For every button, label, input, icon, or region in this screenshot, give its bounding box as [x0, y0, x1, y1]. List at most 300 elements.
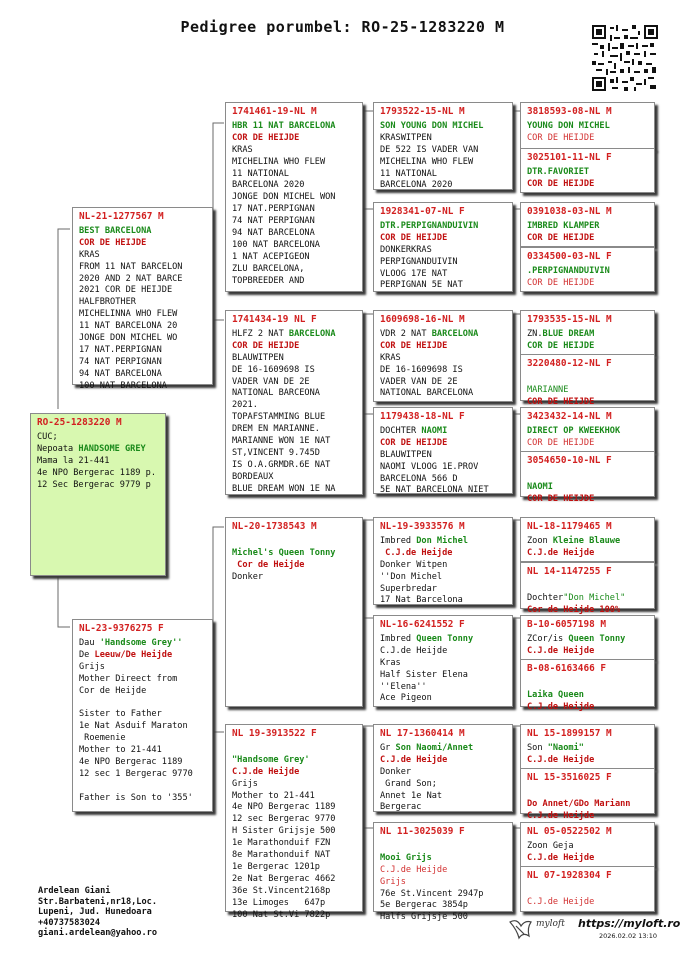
pedigree-note-text: 1 NAT ACEPIGEON	[232, 251, 310, 262]
pedigree-note-line	[380, 802, 509, 814]
ring-number: 1179438-18-NL F	[380, 411, 465, 422]
pedigree-note-line	[380, 889, 509, 901]
pedigree-note-text: ST,VINCENT 9.745D	[232, 447, 320, 458]
pedigree-note-text: COR DE HEIJDE	[527, 277, 595, 288]
pedigree-note-text: Son Naomi/Annet	[395, 742, 474, 753]
pedigree-note-text: TOPBREEDER AND	[232, 275, 305, 286]
pedigree-note-text: Cor de Heijde	[232, 559, 305, 570]
pedigree-note-text: ZCor/is	[527, 633, 569, 644]
ring-number: NL 14-1147255 F	[527, 566, 612, 577]
pedigree-note-text: 36e St.Vincent2168p	[232, 885, 331, 896]
pedigree-note-text: C.J.de Heijde	[380, 645, 448, 656]
pedigree-note-line	[380, 169, 509, 181]
pedigree-note-text: 5e Bergerac 3854p	[380, 900, 468, 911]
pedigree-note-line	[79, 333, 209, 345]
pedigree-note-text: Dochter	[527, 592, 564, 603]
pedigree-note-line	[37, 480, 162, 492]
pedigree-box-ds-dam[interactable]	[373, 615, 513, 707]
pedigree-note-text: Grijs	[79, 661, 105, 672]
pedigree-note-text: COR DE HEIJDE	[527, 437, 595, 448]
pedigree-note-text: JONGE DON MICHEL WO	[79, 333, 178, 344]
pedigree-note-text: "Don Michel"	[563, 592, 626, 603]
pedigree-note-text: Laika Queen	[527, 689, 584, 700]
pedigree-note-text: DE 522 IS VADER VAN	[380, 144, 479, 155]
pedigree-note-text: MICHELINA WHO FLEW	[380, 156, 474, 167]
pedigree-box-gen4-5[interactable]	[520, 310, 655, 355]
pedigree-box-sd-sire[interactable]	[373, 310, 513, 402]
pedigree-note-text: NAOMI	[527, 481, 553, 492]
pedigree-note-text: 17 Nat Barcelona	[380, 595, 463, 606]
pedigree-note-line	[380, 365, 509, 377]
pedigree-note-line	[232, 341, 359, 353]
pedigree-note-line	[527, 743, 651, 755]
pedigree-note-text: Kras	[380, 657, 401, 668]
pedigree-note-text: C.J.de Heijde	[380, 864, 448, 875]
pedigree-note-text: Mother to 21-441	[232, 790, 315, 801]
pedigree-note-line	[527, 634, 651, 646]
pedigree-note-text: 5E NAT BARCELONA NIET	[380, 485, 489, 496]
pedigree-note-text: C.J.de Heijde	[527, 896, 595, 907]
pedigree-note-line	[232, 548, 359, 560]
pedigree-note-text: SON YOUNG DON MICHEL	[380, 120, 484, 131]
pedigree-note-text: Grijs	[380, 876, 406, 887]
pedigree-note-text: 'Handsome Grey''	[99, 637, 183, 648]
ring-number: NL 17-1360414 M	[380, 728, 465, 739]
pedigree-note-text: Imbred	[380, 535, 417, 546]
pedigree-note-line	[79, 721, 209, 733]
pedigree-note-text: 8e Marathonduif NAT	[232, 850, 331, 861]
pedigree-note-line	[380, 269, 509, 281]
pedigree-note-line	[380, 743, 509, 755]
pedigree-note-line	[380, 180, 509, 192]
pedigree-note-line	[527, 885, 651, 897]
pedigree-note-line	[527, 373, 651, 385]
pedigree-note-line	[79, 733, 209, 745]
pedigree-note-line	[232, 910, 359, 922]
pedigree-note-text: DTR.FAVORIET	[527, 166, 590, 177]
pedigree-box-dam-sire[interactable]	[225, 517, 363, 707]
pedigree-note-line	[79, 297, 209, 309]
pedigree-note-text: NATIONAL BARCEONA	[232, 388, 320, 399]
pedigree-note-text: Imbred	[380, 633, 417, 644]
pedigree-box-gen4-4[interactable]	[520, 247, 655, 292]
pedigree-note-text: JONGE DON MICHEL WON	[232, 192, 336, 203]
pedigree-note-text: 100 NAT BARCELONA	[79, 380, 167, 391]
ring-number: NL-21-1277567 M	[79, 211, 164, 222]
pedigree-note-line	[527, 121, 651, 133]
pedigree-note-line	[79, 309, 209, 321]
pedigree-note-text: FROM 11 NAT BARCELON	[79, 261, 183, 272]
pedigree-note-line	[380, 462, 509, 474]
pedigree-box-dam[interactable]	[72, 619, 213, 812]
pedigree-box-dd-sire[interactable]	[373, 724, 513, 812]
pedigree-note-line	[380, 900, 509, 912]
pedigree-note-line	[232, 874, 359, 886]
pedigree-note-line	[232, 850, 359, 862]
pedigree-note-text: Bergerac	[380, 802, 422, 813]
pedigree-note-text: C.J.de Heijde	[380, 547, 453, 558]
pedigree-note-line	[232, 365, 359, 377]
pedigree-box-gen4-2[interactable]	[520, 148, 655, 193]
pedigree-note-text: 2020 AND 2 NAT BARCE	[79, 273, 183, 284]
pedigree-box-gen4-10[interactable]	[520, 562, 655, 615]
ring-number: 0391038-03-NL M	[527, 206, 612, 217]
pedigree-note-line	[232, 353, 359, 365]
pedigree-note-line	[79, 357, 209, 369]
pedigree-note-line	[380, 221, 509, 233]
pedigree-box-gen4-13[interactable]	[520, 724, 655, 769]
pedigree-note-line	[232, 791, 359, 803]
pedigree-note-line	[232, 802, 359, 814]
pedigree-note-text: DE 16-1609698 IS	[380, 364, 463, 375]
pedigree-note-text: KRAS	[79, 249, 100, 260]
ring-number: 3025101-11-NL F	[527, 152, 612, 163]
ring-number: 1609698-16-NL M	[380, 314, 465, 325]
pedigree-note-text: COR DE HEIJDE	[527, 493, 595, 504]
pedigree-note-text: 13e Limoges 647p	[232, 897, 326, 908]
ring-number: 0334500-03-NL F	[527, 251, 612, 262]
owner-address	[38, 886, 157, 939]
ring-number: 1793535-15-NL M	[527, 314, 612, 325]
owner-name: Ardelean Giani	[38, 886, 111, 896]
pedigree-note-line	[232, 228, 359, 240]
pedigree-note-text: C.J.de Heijde	[527, 810, 595, 821]
pedigree-note-line	[380, 877, 509, 889]
ring-number: 3423432-14-NL M	[527, 411, 612, 422]
pedigree-note-line	[380, 755, 509, 767]
pedigree-note-text: KRAS	[380, 352, 401, 363]
pedigree-note-text: 12 sec Bergerac 9770	[232, 814, 336, 825]
pedigree-note-line	[380, 646, 509, 658]
pedigree-note-line	[232, 192, 359, 204]
pedigree-note-text: 100 NAT BARCELONA	[232, 239, 320, 250]
pedigree-note-line	[380, 853, 509, 865]
pedigree-note-line	[232, 560, 359, 572]
pedigree-note-line	[380, 257, 509, 269]
pedigree-note-text: 1e Bergerac 1201p	[232, 861, 320, 872]
pedigree-note-text: Zoon Geja	[527, 840, 574, 851]
pedigree-box-gen4-15[interactable]	[520, 822, 655, 867]
pedigree-note-line	[37, 456, 162, 468]
pedigree-note-text: 12 Sec Bergerac 9779 p	[37, 479, 151, 490]
pedigree-note-text: Don Michel	[416, 535, 468, 546]
pedigree-note-line	[527, 593, 651, 605]
pedigree-note-text: BLAUWITPEN	[380, 449, 432, 460]
pedigree-note-text: Cor de Heijde	[79, 685, 147, 696]
pedigree-note-line	[79, 686, 209, 698]
ring-number: NL 15-3516025 F	[527, 772, 612, 783]
pedigree-note-line	[527, 482, 651, 494]
pedigree-note-line	[527, 341, 651, 353]
owner-street: Str.Barbateni,nr18,Loc.	[38, 896, 157, 907]
pedigree-note-text: DONKERKRAS	[380, 244, 432, 255]
pedigree-note-line	[527, 853, 651, 865]
pedigree-note-line	[232, 755, 359, 767]
pedigree-note-text: Mama la 21-441	[37, 455, 110, 466]
pedigree-note-line	[380, 779, 509, 791]
pedigree-note-line	[232, 252, 359, 264]
pedigree-note-text: Michel's Queen Tonny	[232, 547, 336, 558]
pedigree-note-text: VLOOG 17E NAT	[380, 268, 448, 279]
pedigree-note-text: CUC;	[37, 431, 58, 442]
pedigree-note-text: Donker	[380, 766, 412, 777]
pedigree-note-line	[527, 179, 651, 191]
owner-email[interactable]: giani.ardelean@yahoo.ro	[38, 928, 157, 939]
pedigree-note-line	[380, 450, 509, 462]
pedigree-note-text: C.J.de Heijde	[527, 754, 595, 765]
pedigree-note-text: Gr	[380, 742, 396, 753]
pedigree-note-line	[232, 767, 359, 779]
pedigree-note-text: MARIANNE WON 1E NAT	[232, 436, 331, 447]
pedigree-note-text: Ace Pigeon	[380, 693, 432, 704]
pedigree-box-ds-sire[interactable]	[373, 517, 513, 605]
pedigree-note-text: 17 NAT.PERPIGNAN	[232, 204, 315, 215]
pedigree-note-text: IS O.A.GRMDR.6E NAT	[232, 459, 331, 470]
pedigree-note-line	[232, 436, 359, 448]
pedigree-note-line	[527, 787, 651, 799]
pedigree-note-text: Donker Witpen	[380, 559, 448, 570]
pedigree-note-line	[380, 560, 509, 572]
pedigree-note-line	[232, 400, 359, 412]
pedigree-note-line	[79, 757, 209, 769]
ring-number: NL 05-0522502 M	[527, 826, 612, 837]
pedigree-note-text: COR DE HEIJDE	[527, 132, 595, 143]
pedigree-note-line	[527, 426, 651, 438]
pedigree-note-text: BLAUWITPEN	[232, 352, 284, 363]
pedigree-note-text: 11 NATIONAL	[232, 168, 289, 179]
pedigree-note-text: MARIANNE	[527, 384, 569, 395]
pedigree-note-text: Grijs	[232, 778, 258, 789]
pedigree-note-text: C.J.de Heijde	[527, 852, 595, 863]
pedigree-box-sire-dam[interactable]	[225, 310, 363, 495]
pedigree-note-text: 17 NAT.PERPIGNAN	[79, 344, 162, 355]
pedigree-note-line	[232, 424, 359, 436]
ring-number: NL-16-6241552 F	[380, 619, 465, 630]
ring-number: NL-20-1738543 M	[232, 521, 317, 532]
ring-number: 3818593-08-NL M	[527, 106, 612, 117]
print-timestamp: 2026.02.02 13:10	[599, 932, 658, 940]
pedigree-box-gen4-12[interactable]	[520, 659, 655, 712]
pedigree-note-line	[232, 145, 359, 157]
pedigree-note-text: COR DE HEIJDE	[527, 340, 595, 351]
pedigree-note-text: Mooi Grijs	[380, 852, 432, 863]
pedigree-note-text: DOCHTER	[380, 425, 422, 436]
pedigree-note-line	[380, 245, 509, 257]
pedigree-note-line	[527, 678, 651, 690]
pedigree-note-text: Nepoata	[37, 443, 79, 454]
pedigree-box-gen4-7[interactable]	[520, 407, 655, 452]
pedigree-note-line	[527, 548, 651, 560]
brand-url-link[interactable]: https://myloft.ro	[578, 917, 681, 930]
pedigree-note-text: ZN.	[527, 328, 543, 339]
pedigree-note-line	[232, 814, 359, 826]
pedigree-note-text: BARCELONA	[431, 328, 479, 339]
pedigree-note-text: Leeuw/De Heijde	[94, 649, 173, 660]
pedigree-box-gen4-14[interactable]	[520, 768, 655, 821]
pedigree-note-text: C.J.de Heijde	[380, 754, 448, 765]
pedigree-note-line	[527, 133, 651, 145]
pedigree-note-text: 4e NPO Bergerac 1189	[79, 756, 183, 767]
pedigree-note-line	[380, 341, 509, 353]
pedigree-note-line	[232, 472, 359, 484]
pedigree-note-line	[380, 658, 509, 670]
pedigree-note-line	[232, 204, 359, 216]
pedigree-note-line	[79, 250, 209, 262]
pedigree-note-text: 2021.	[232, 400, 258, 411]
pedigree-box-ss-sire[interactable]	[373, 102, 513, 190]
pedigree-note-text: Cor de Heijde 100%	[527, 604, 621, 615]
pedigree-box-dd-dam[interactable]	[373, 822, 513, 923]
pedigree-note-line	[232, 133, 359, 145]
pedigree-note-text: ''Elena''	[380, 681, 427, 692]
pedigree-note-text: 12 sec 1 Bergerac 9770	[79, 768, 193, 779]
pedigree-note-text: "Naomi"	[547, 742, 584, 753]
pedigree-note-text: COR DE HEIJDE	[527, 396, 595, 407]
pedigree-note-line	[232, 862, 359, 874]
pedigree-box-gen4-1[interactable]	[520, 102, 655, 150]
pedigree-note-text: Sister to Father	[79, 709, 162, 720]
pedigree-note-text: ''Don Michel	[380, 571, 443, 582]
pedigree-note-text: C.J.de Heijde	[527, 701, 595, 712]
pedigree-note-text: Grand Son;	[380, 778, 437, 789]
pedigree-note-line	[527, 278, 651, 290]
pedigree-note-text: YOUNG DON MICHEL	[527, 120, 610, 131]
pedigree-note-text: COR DE HEIJDE	[232, 132, 300, 143]
pedigree-note-text: COR DE HEIJDE	[380, 340, 448, 351]
pedigree-note-text: Superbredar	[380, 583, 437, 594]
pedigree-note-line	[380, 693, 509, 705]
pedigree-note-line	[527, 646, 651, 658]
pedigree-note-text: Zoon	[527, 535, 553, 546]
pedigree-box-sire[interactable]	[72, 207, 213, 391]
pedigree-note-text: 100 Nat St.Vi 7822p	[232, 909, 331, 920]
owner-phone: +40737583024	[38, 917, 101, 928]
pedigree-note-line	[37, 432, 162, 444]
pedigree-note-line	[232, 484, 359, 496]
pedigree-box-sd-dam[interactable]	[373, 407, 513, 494]
pedigree-box-gen4-6[interactable]	[520, 354, 655, 407]
pedigree-note-line	[380, 353, 509, 365]
pedigree-note-line	[527, 266, 651, 278]
pedigree-note-text: Father is Son to '355'	[79, 792, 193, 803]
pedigree-note-line	[380, 670, 509, 682]
pedigree-box-gen4-9[interactable]	[520, 517, 655, 562]
pedigree-box-gen4-16[interactable]	[520, 866, 655, 912]
pedigree-note-text: Queen Tonny	[416, 633, 474, 644]
pedigree-note-line	[380, 329, 509, 341]
ring-number: NL-23-9376275 F	[79, 623, 164, 634]
pedigree-note-line	[79, 662, 209, 674]
pedigree-note-line	[232, 460, 359, 472]
pedigree-note-text: BARCELONA 2020	[380, 180, 453, 191]
pedigree-note-line	[527, 221, 651, 233]
pedigree-note-text: 11 NATIONAL	[380, 168, 437, 179]
pedigree-note-text: KRAS	[232, 144, 253, 155]
ring-number: 1741434-19 NL F	[232, 314, 317, 325]
pedigree-note-line	[380, 485, 509, 497]
pedigree-note-text: NAOMI	[421, 425, 448, 436]
pedigree-box-sire-sire[interactable]	[225, 102, 363, 292]
pedigree-note-line	[232, 898, 359, 910]
pedigree-note-line	[527, 811, 651, 823]
pedigree-note-text: 4e NPO Bergerac 1189	[232, 802, 336, 813]
pedigree-note-text: BLUE DREAM WON 1E NA	[232, 483, 336, 494]
pedigree-note-line	[380, 682, 509, 694]
pedigree-note-line	[380, 865, 509, 877]
pedigree-note-text: 1e Marathonduif FZN	[232, 838, 331, 849]
pedigree-box-gen4-11[interactable]	[520, 615, 655, 660]
pedigree-note-line	[79, 650, 209, 662]
pedigree-note-line	[380, 595, 509, 607]
pedigree-note-line	[232, 743, 359, 755]
ring-number: NL 19-3913522 F	[232, 728, 317, 739]
pedigree-box-ss-dam[interactable]	[373, 202, 513, 292]
pedigree-note-text: COR DE HEIJDE	[79, 237, 147, 248]
pedigree-note-line	[527, 897, 651, 909]
pedigree-note-line	[232, 572, 359, 584]
ring-number: 1793522-15-NL M	[380, 106, 465, 117]
pedigree-note-text: 94 NAT BARCELONA	[79, 368, 162, 379]
pedigree-note-text: Mother Direect from	[79, 673, 178, 684]
pedigree-note-text: VDR 2 NAT	[380, 328, 432, 339]
pedigree-note-text: C.J.de Heijde	[527, 547, 595, 558]
pedigree-note-line	[380, 912, 509, 924]
pedigree-note-text: 2e Nat Bergerac 4662	[232, 873, 336, 884]
pedigree-note-line	[37, 444, 162, 456]
pedigree-note-line	[380, 474, 509, 486]
pedigree-note-text: IMBRED KLAMPER	[527, 220, 600, 231]
pedigree-note-text: COR DE HEIJDE	[232, 340, 300, 351]
pedigree-note-text: HBR 11 NAT BARCELONA	[232, 120, 336, 131]
pedigree-note-line	[380, 145, 509, 157]
pedigree-note-text: 1e Nat Asduif Maraton	[79, 721, 188, 732]
pedigree-box-dam-dam[interactable]	[225, 724, 363, 920]
pedigree-note-text: Roemenie	[79, 733, 126, 744]
pedigree-note-text: C.J.de Heijde	[232, 766, 300, 777]
ring-number: RO-25-1283220 M	[37, 417, 122, 428]
pedigree-note-text: BEST BARCELONA	[79, 225, 152, 236]
pedigree-note-text: BARCELONA 2020	[232, 180, 305, 191]
pedigree-note-text: DTR.PERPIGNANDUIVIN	[380, 220, 479, 231]
ring-number: NL 11-3025039 F	[380, 826, 465, 837]
pedigree-note-line	[232, 264, 359, 276]
page-title: Pedigree porumbel: RO-25-1283220 M	[180, 18, 505, 36]
pedigree-box-gen4-3[interactable]	[520, 202, 655, 247]
pedigree-note-line	[380, 791, 509, 803]
pedigree-note-line	[79, 697, 209, 709]
pedigree-note-text: Halfs Grijsje 500	[380, 912, 468, 923]
pedigree-note-line	[380, 841, 509, 853]
pedigree-note-line	[232, 240, 359, 252]
pedigree-note-line	[79, 769, 209, 781]
pedigree-note-text: Half Sister Elena	[380, 669, 468, 680]
pedigree-note-text: 4e NPO Bergerac 1189 p.	[37, 467, 156, 478]
pedigree-note-text: 74 NAT PERPIGNAN	[232, 216, 315, 227]
pedigree-note-line	[79, 674, 209, 686]
pedigree-note-line	[380, 426, 509, 438]
pedigree-note-text: 11 NAT BARCELONA 20	[79, 321, 178, 332]
pedigree-box-subject[interactable]	[30, 413, 166, 576]
pedigree-note-line	[380, 388, 509, 400]
pedigree-box-gen4-8[interactable]	[520, 451, 655, 504]
pedigree-note-text: Dau	[79, 637, 100, 648]
pedigree-note-line	[380, 133, 509, 145]
pedigree-note-line	[232, 536, 359, 548]
pedigree-note-line	[380, 572, 509, 584]
pedigree-note-line	[527, 329, 651, 341]
pedigree-note-line	[527, 233, 651, 245]
pedigree-note-line	[380, 438, 509, 450]
